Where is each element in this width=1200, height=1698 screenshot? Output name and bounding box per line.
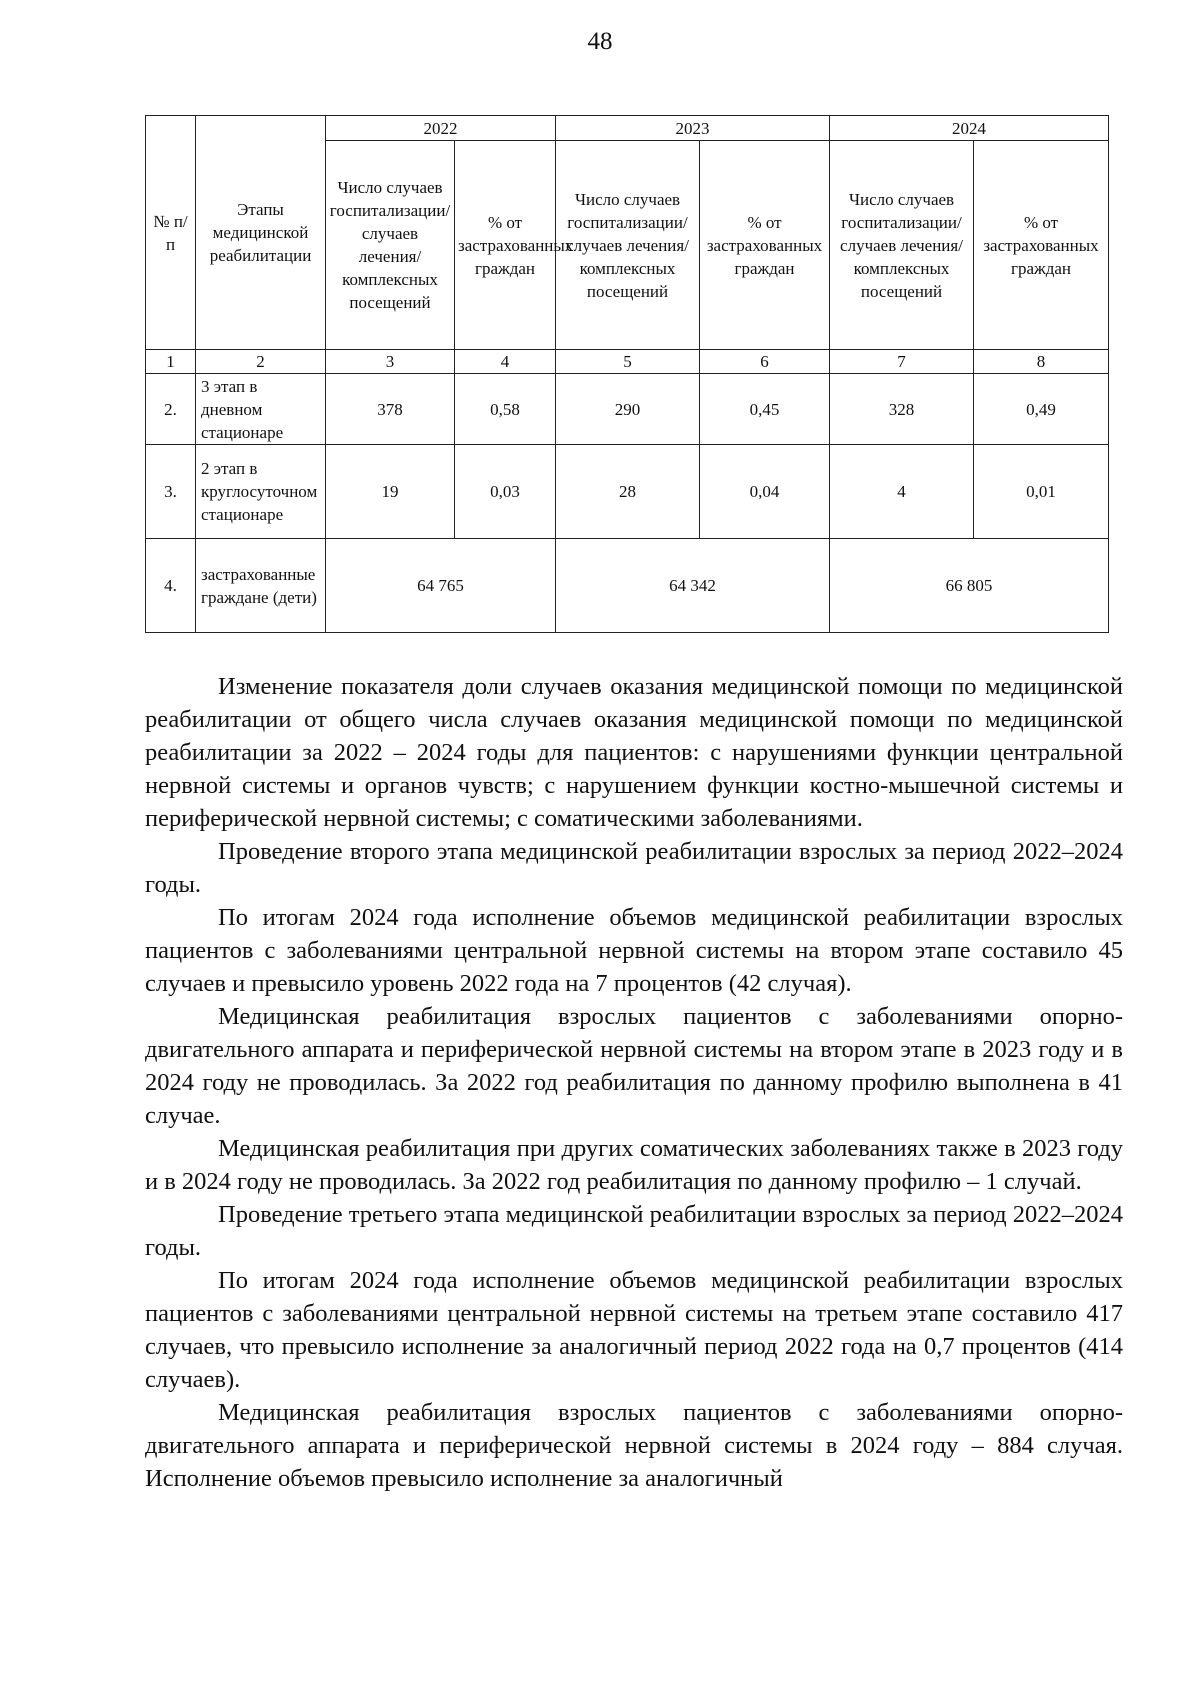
paragraph: Проведение второго этапа медицинской реабилитации взрослых за период 2022–2024 годы. — [145, 838, 1123, 898]
paragraph: Проведение третьего этапа медицинской реабилитации взрослых за период 2022–2024 годы. — [145, 1201, 1123, 1261]
column-number: 3 — [326, 350, 455, 374]
cell-pct-2024: 0,01 — [974, 445, 1109, 539]
table-row — [146, 539, 1109, 633]
cell-pct-2023: 0,04 — [700, 445, 830, 539]
header-cases-2023: Число случаев госпитализации/ случаев лечения/ комплексных посещений — [556, 141, 700, 350]
table-row — [146, 374, 1109, 445]
cell-cases-2024: 4 — [830, 445, 974, 539]
column-number: 6 — [700, 350, 830, 374]
cell-pct-2022: 0,58 — [455, 374, 556, 445]
paragraph: Медицинская реабилитация взрослых пациентов с заболеваниями опорно-двигательного аппарата и периферической нервной системы на втором этапе в 2023 году и в 2024 году не проводилась. За 2022 год реабилитация по данному профилю выполнена в 41 случае. — [145, 1003, 1123, 1129]
table-header-row — [146, 116, 1109, 141]
paragraph: Медицинская реабилитация при других соматических заболеваниях также в 2023 году и в 2024 году не проводилась. За 2022 год реабилитация по данному профилю – 1 случай. — [145, 1135, 1123, 1195]
paragraph: По итогам 2024 года исполнение объемов медицинской реабилитации взрослых пациентов с заболеваниями центральной нервной системы на третьем этапе составило 417 случаев, что превысило исполнение за аналогичный период 2022 года на 0,7 процентов (414 случаев). — [145, 1267, 1123, 1393]
cell-cases-2022: 378 — [326, 374, 455, 445]
row-num: 4. — [146, 539, 196, 633]
column-number: 7 — [830, 350, 974, 374]
header-num: № п/п — [146, 116, 196, 350]
cell-insured-2023: 64 342 — [556, 539, 830, 633]
cell-cases-2023: 28 — [556, 445, 700, 539]
header-pct-2024: % от застрахованных граждан — [974, 141, 1109, 350]
cell-insured-2022: 64 765 — [326, 539, 556, 633]
header-cases-2024: Число случаев госпитализации/ случаев лечения/ комплексных посещений — [830, 141, 974, 350]
row-stage: застрахованные граждане (дети) — [196, 539, 326, 633]
header-pct-2022: % от застрахованных граждан — [455, 141, 556, 350]
column-number: 5 — [556, 350, 700, 374]
cell-insured-2024: 66 805 — [830, 539, 1109, 633]
column-number-row — [146, 350, 1109, 374]
paragraph: По итогам 2024 года исполнение объемов медицинской реабилитации взрослых пациентов с заболеваниями центральной нервной системы на втором этапе составило 45 случаев и превысило уровень 2022 года на 7 процентов (42 случая). — [145, 904, 1123, 997]
cell-pct-2022: 0,03 — [455, 445, 556, 539]
cell-cases-2022: 19 — [326, 445, 455, 539]
paragraph: Медицинская реабилитация взрослых пациентов с заболеваниями опорно-двигательного аппарата и периферической нервной системы в 2024 году – 884 случая. Исполнение объемов превысило исполнение за аналогичный — [145, 1399, 1123, 1492]
row-stage: 2 этап в круглосуточном стационаре — [196, 445, 326, 539]
rehabilitation-table — [145, 115, 1109, 633]
column-number: 8 — [974, 350, 1109, 374]
cell-cases-2023: 290 — [556, 374, 700, 445]
cell-pct-2023: 0,45 — [700, 374, 830, 445]
column-number: 2 — [196, 350, 326, 374]
header-cases-2022: Число случаев госпитализации/ случаев лечения/ комплексных посещений — [326, 141, 455, 350]
paragraph: Изменение показателя доли случаев оказания медицинской помощи по медицинской реабилитации от общего числа случаев оказания медицинской помощи по медицинской реабилитации за 2022 – 2024 годы для пациентов: с нарушениями функции центральной нервной системы и органов чувств; с нарушением функции костно-мышечной системы и периферической нервной системы; с соматическими заболеваниями. — [145, 673, 1123, 832]
row-stage: 3 этап в дневном стационаре — [196, 374, 326, 445]
cell-cases-2024: 328 — [830, 374, 974, 445]
row-num: 3. — [146, 445, 196, 539]
row-num: 2. — [146, 374, 196, 445]
cell-pct-2024: 0,49 — [974, 374, 1109, 445]
table-row — [146, 445, 1109, 539]
column-number: 1 — [146, 350, 196, 374]
column-number: 4 — [455, 350, 556, 374]
header-year-2022: 2022 — [326, 116, 556, 141]
header-pct-2023: % от застрахованных граждан — [700, 141, 830, 350]
page-number: 48 — [587, 28, 613, 55]
body-text — [145, 670, 1123, 1495]
header-year-2024: 2024 — [830, 116, 1109, 141]
header-year-2023: 2023 — [556, 116, 830, 141]
header-stage: Этапы медицинской реабилитации — [196, 116, 326, 350]
